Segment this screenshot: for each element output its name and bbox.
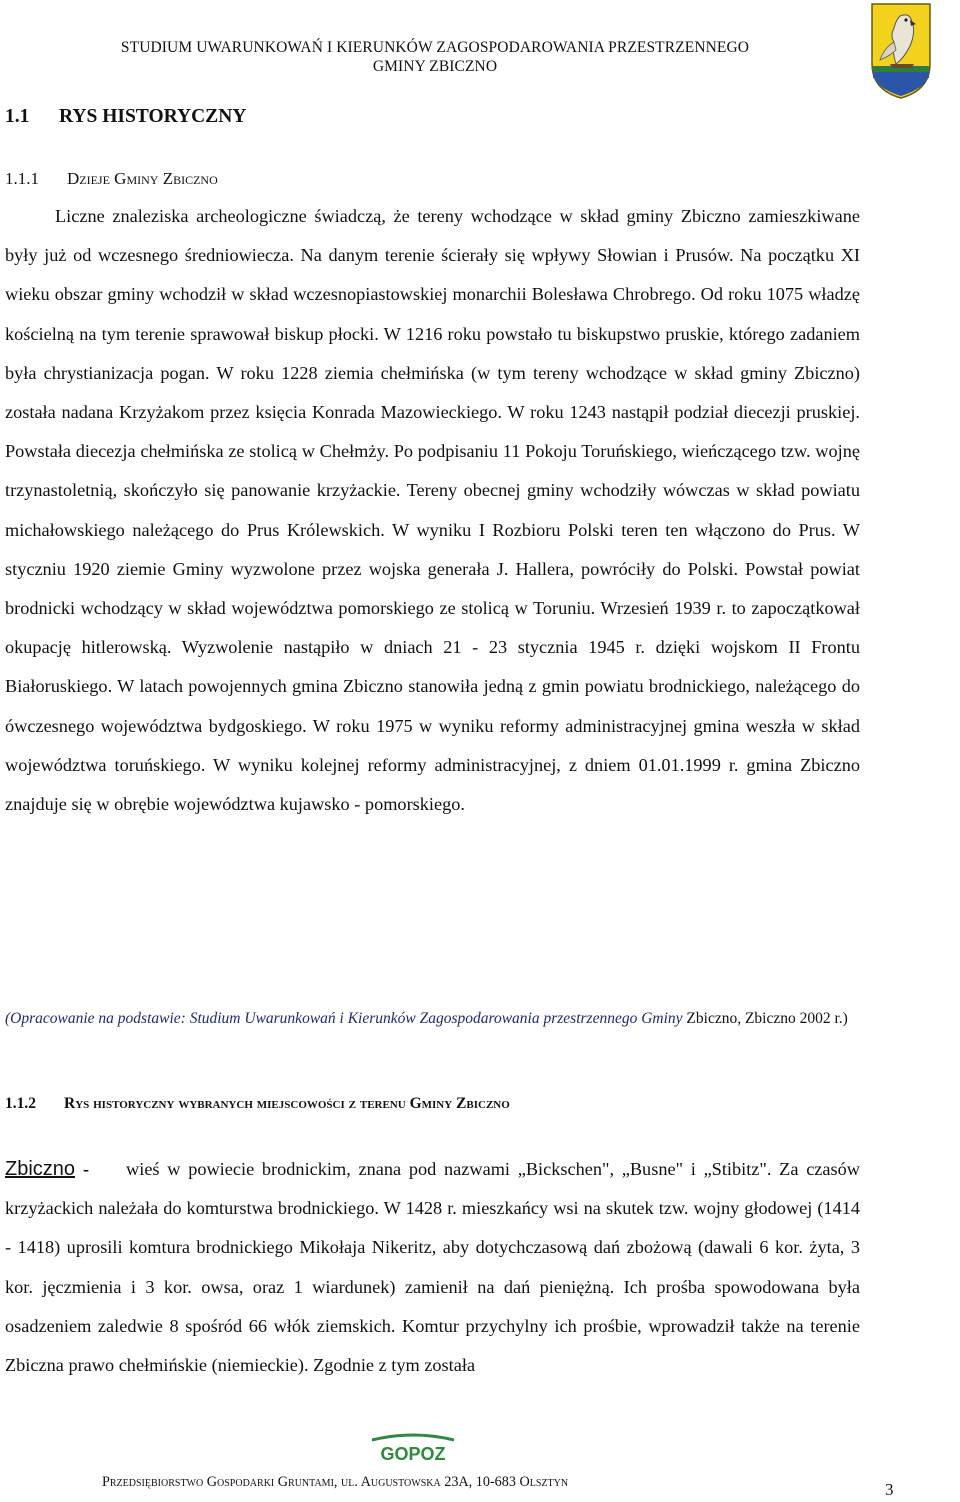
document-header xyxy=(0,38,870,76)
footer-company: Przedsiębiorstwo Gospodarki Gruntami, ul. Augustowska 23A, 10-683 Olsztyn xyxy=(102,1474,569,1490)
header-title-line1: STUDIUM UWARUNKOWAŃ I KIERUNKÓW ZAGOSPODAROWANIA PRZESTRZENNEGO xyxy=(120,39,750,56)
header-title-line2: GMINY ZBICZNO xyxy=(372,58,498,75)
subsection-number-2: 1.1.2 xyxy=(5,1095,36,1112)
subsection-title-1: Dzieje Gminy Zbiczno xyxy=(67,169,218,188)
subsection-heading-1 xyxy=(5,169,218,189)
subsection-number-1: 1.1.1 xyxy=(5,169,39,188)
history-paragraph-text: Liczne znaleziska archeologiczne świadczą, że tereny wchodzące w skład gminy Zbiczno zamieszkiwane były już od wczesnego średniowiecza. Na danym terenie ścierały się wpływy Słowian i Prusów. Na początku XI wieku obszar gminy wchodził w skład wczesnopiastowskiej monarchii Bolesława Chrobrego. Od roku 1075 władzę kościelną na tym terenie sprawował biskup płocki. W 1216 roku powstało tu biskupstwo pruskie, którego zadaniem była chrystianizacja pogan. W roku 1228 ziemia chełmińska (w tym tereny wchodzące w skład gminy Zbiczno) została nadana Krzyżakom przez księcia Konrada Mazowieckiego. W roku 1243 nastąpił podział diecezji pruskiej. Powstała diecezja chełmińska ze stolicą w Chełmży. Po podpisaniu 11 Pokoju Toruńskiego, wieńczącego tzw. wojnę trzynastoletnią, skończyło się panowanie krzyżackie. Tereny obecnej gminy wchodziły wówczas w skład powiatu michałowskiego należącego do Prus Królewskich. W wyniku I Rozbioru Polski teren ten włączono do Prus. W styczniu 1920 ziemie Gminy wyzwolone przez wojska generała J. Hallera, powróciły do Polski. Powstał powiat brodnicki wchodzący w skład województwa pomorskiego ze stolicą w Toruniu. Wrzesień 1939 r. to zapoczątkował okupację hitlerowską. Wyzwolenie nastąpiło w dniach 21 - 23 stycznia 1945 r. dzięki wojskom II Frontu Białoruskiego. W latach powojennych gmina Zbiczno stanowiła jedną z gmin powiatu brodnickiego, należącego do ówczesnego województwa bydgoskiego. W roku 1975 w wyniku reformy administracyjnej gmina weszła w skład województwa toruńskiego. W wyniku kolejnej reformy administracyjnej, z dniem 01.01.1999 r. gmina Zbiczno znajduje się w obrębie województwa kujawsko - pomorskiego. xyxy=(5,206,860,815)
village-paragraph-text: wieś w powiecie brodnickim, znana pod nazwami „Bickschen", „Busne" i „Stibitz". Za czasów krzyżackich należała do komturstwa brodnickiego. W 1428 r. mieszkańcy wsi na skutek tzw. wojny głodowej (1414 - 1418) uprosili komtura brodnickiego Mikołaja Nikeritz, aby dotychczasową dań zbożową (dawali 6 kor. żyta, 3 kor. jęczmienia i 3 kor. owsa, oraz 1 wiardunek) zamienił na dań pieniężną. Ich prośba spowodowana była osadzeniem zaledwie 8 spośród 66 włók ziemskich. Komtur przychylny ich prośbie, wprowadził także na terenie Zbiczna prawo chełmińskie (niemieckie). Zgodnie z tym została xyxy=(5,1159,860,1376)
section-number: 1.1 xyxy=(5,106,30,127)
subsection-title-2: Rys historyczny wybranych miejscowości z terenu Gminy Zbiczno xyxy=(64,1095,510,1112)
source-note xyxy=(5,1003,860,1035)
history-paragraph xyxy=(5,197,860,824)
company-logo-text: GOPOZ xyxy=(380,1444,446,1464)
subsection-heading-2 xyxy=(5,1095,510,1113)
source-note-rest: Zbiczno, Zbiczno 2002 r.) xyxy=(686,1010,848,1027)
section-title: RYS HISTORYCZNY xyxy=(59,106,247,127)
term-dash: - xyxy=(83,1159,90,1179)
source-note-italic: (Opracowanie na podstawie: Studium Uwarunkowań i Kierunków Zagospodarowania przestrzennego Gminy xyxy=(5,1010,683,1027)
coat-of-arms-eagle-icon xyxy=(870,2,932,100)
village-term: Zbiczno xyxy=(5,1158,76,1180)
village-paragraph xyxy=(5,1150,860,1385)
page-number: 3 xyxy=(885,1480,894,1499)
company-logo xyxy=(366,1432,460,1466)
section-heading xyxy=(5,106,246,128)
